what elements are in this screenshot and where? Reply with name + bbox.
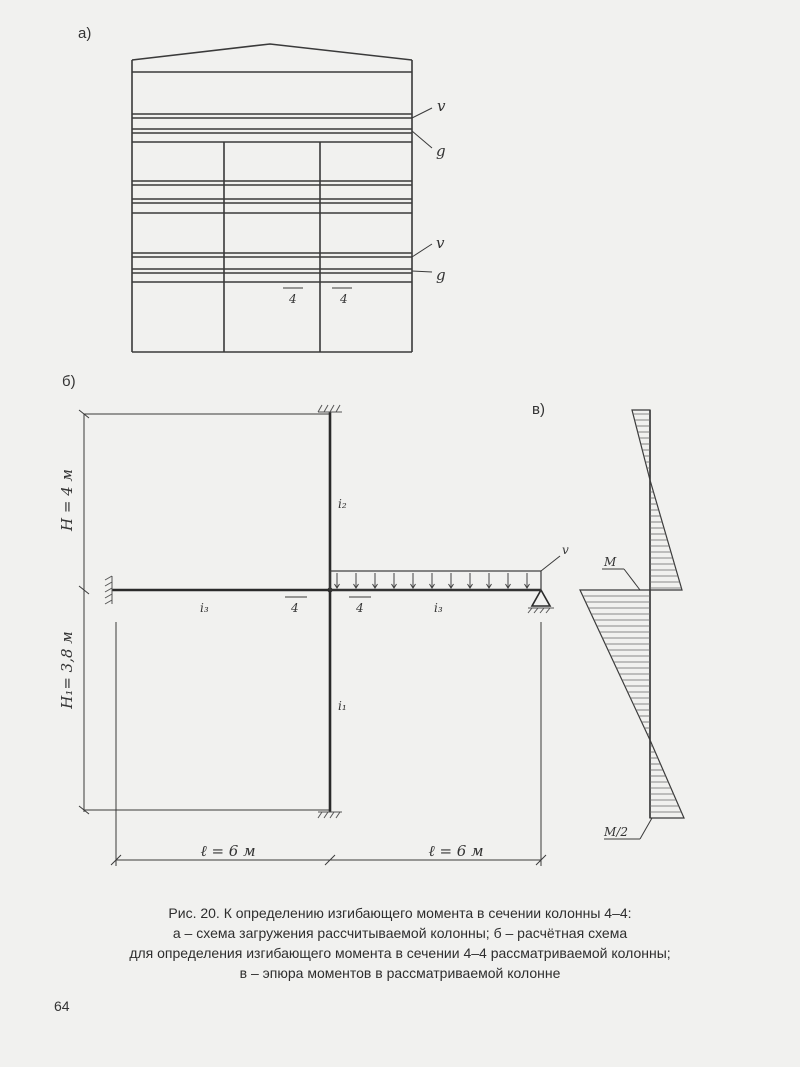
load-label-g-bottom: g [436, 266, 446, 284]
leader-g-top [412, 131, 432, 148]
hatch [336, 405, 340, 412]
section-label-right: 4 [340, 292, 348, 306]
stiffness-label-beam-left: i₃ [200, 601, 209, 615]
hatch [528, 608, 532, 613]
height-label-lower: H₁= 3,8 м [58, 631, 76, 709]
load-label-v-bottom: v [436, 234, 445, 252]
panel-label-b: б) [62, 373, 76, 390]
caption-line-1: Рис. 20. К определению изгибающего момента в сечении колонны 4–4: [168, 905, 632, 921]
moment-half-label: M/2 [604, 825, 628, 839]
leader-m [624, 569, 640, 590]
hatch [546, 608, 550, 613]
distributed-load [330, 571, 541, 590]
hatch [324, 405, 328, 412]
moment-hatching [583, 414, 682, 812]
caption-line-3: для определения изгибающего момента в сечении 4–4 рассматриваемой колонны; [129, 945, 671, 961]
leader-m2 [640, 818, 652, 839]
caption-line-4: в – эпюра моментов в рассматриваемой колонне [239, 965, 561, 981]
moment-area-lower-left [580, 590, 650, 740]
hatch [330, 812, 334, 818]
section-label-left: 4 [289, 292, 297, 306]
span-label-right: ℓ = 6 м [428, 842, 484, 860]
panel-label-a: а) [78, 25, 92, 42]
hatch [324, 812, 328, 818]
hatch [105, 576, 112, 580]
section-label-right: 4 [356, 601, 364, 615]
leader-g-bottom [412, 271, 432, 272]
frame-elevation [132, 44, 432, 352]
page-number: 64 [54, 998, 70, 1014]
leader-load [541, 556, 560, 571]
hatch [105, 588, 112, 592]
caption-line-2: а – схема загружения рассчитываемой колонны; б – расчётная схема [172, 925, 628, 941]
pin-support [532, 590, 550, 606]
hatch [540, 608, 544, 613]
span-label-left: ℓ = 6 м [200, 842, 256, 860]
stiffness-label-upper: i₂ [338, 497, 347, 511]
stiffness-label-lower: i₁ [338, 699, 347, 713]
load-arrows [335, 573, 530, 588]
load-label: v [562, 543, 569, 557]
stiffness-label-beam-right: i₃ [434, 601, 443, 615]
hatch [105, 594, 112, 598]
moment-label: M [604, 555, 617, 569]
hatch [330, 405, 334, 412]
height-label-upper: H = 4 м [58, 469, 76, 531]
hatch [534, 608, 538, 613]
moment-diagram [580, 410, 684, 839]
load-label-v-top: v [437, 97, 446, 115]
leader-v-bottom [412, 244, 432, 257]
figure-caption [40, 903, 760, 983]
calculation-scheme [79, 405, 560, 866]
hatch [105, 600, 112, 604]
panel-label-v: в) [532, 401, 545, 418]
hatch [318, 812, 322, 818]
moment-area-upper-right [650, 480, 682, 590]
hatch [105, 582, 112, 586]
hatch [318, 405, 322, 412]
load-label-g-top: g [436, 142, 446, 160]
hatch [336, 812, 340, 818]
section-label-left: 4 [291, 601, 299, 615]
leader-v-top [412, 108, 432, 118]
moment-area-upper-left [632, 410, 650, 480]
roof-line [132, 44, 412, 60]
